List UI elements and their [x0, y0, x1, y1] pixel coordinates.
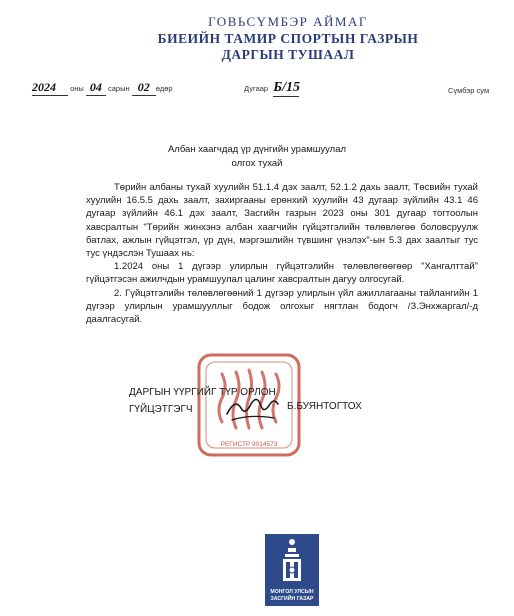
- date-year: 2024: [32, 80, 68, 96]
- document-header: [0, 31, 514, 63]
- logo-text-1: МОНГОЛ УЛСЫН: [270, 589, 314, 595]
- date-line: [32, 80, 173, 96]
- logo-text-2: ЗАСГИЙН ГАЗАР: [270, 596, 314, 602]
- title-line-2: олгох тухай: [231, 158, 283, 169]
- date-year-label: оны: [70, 84, 84, 93]
- signatory-block: [129, 384, 276, 418]
- paragraph-item-1: 1.2024 оны 1 дүгээр улирлын гүйцэтгэлийн төлөвлөгөөгөөр "Хангалттай" гүйцэтгэсэн ажилчдын урамшуулал цалинг хавсралтын дагуу олгосугай.: [86, 261, 478, 286]
- agency-line: ГОВЬСҮМБЭР АЙМАГ: [208, 14, 368, 29]
- paragraph-item-2: 2. Гүйцэтгэлийн төлөвлөгөөний 1 дүгээр улирлын үйл ажиллагааны тайлангийн 1 дүгээр улирлын урамшууллыг бодож олгохыг нягтлан бодогч /З.Энхжаргал/-д даалгасугай.: [86, 287, 478, 326]
- place: Сүмбэр сум: [448, 86, 490, 95]
- date-day: 02: [132, 80, 156, 96]
- date-month: 04: [86, 80, 106, 96]
- title-line-1: Албан хаагчдад үр дүнгийн урамшуулал: [167, 144, 347, 155]
- order-value: Б/15: [273, 80, 300, 95]
- date-day-label: өдөр: [155, 84, 173, 93]
- order-number: [244, 80, 299, 97]
- stamp-text: РЕГИСТР 9014573: [220, 441, 278, 448]
- date-month-label: сарын: [108, 84, 130, 93]
- doc-type: ДАРГЫН ТУШААЛ: [221, 47, 355, 62]
- government-emblem-logo: [265, 534, 319, 606]
- org-name: БИЕИЙН ТАМИР СПОРТЫН ГАЗРЫН: [157, 31, 419, 46]
- signatory-title-2: ГҮЙЦЭТГЭГЧ: [129, 404, 193, 415]
- document-body: [86, 181, 478, 326]
- signatory-name: Б.БУЯНТОГТОХ: [287, 401, 362, 412]
- order-label: Дугаар: [244, 84, 269, 93]
- document-title: [0, 143, 514, 171]
- signatory-title-1: ДАРГЫН ҮҮРГИЙГ ТҮР ОРЛОН: [129, 387, 276, 398]
- paragraph-preamble: Төрийн албаны тухай хуулийн 51.1.4 дэх заалт, 52.1.2 дахь заалт, Төсвийн тухай хуулийн 16.5.5 дахь заалт, захиргааны ерөнхий хуулийн 43 дугаар зүйлийн 43.1 46 дугаар зүйлийн 46.1 дэх заалт, Засгийн газрын 2023 оны 301 дугаар тогтоолын хавсралтын "Төрийн жинхэнэ албан хаагчийн гүйцэтгэлийн төлөвлөгөө боловсруулж батлах, ажлын гүйцэтгэл, үр дүн, мэргэшлийн түвшинг үнэлэх"-ын 5.3 дах заалтыг тус тус үндэслэн Тушаах нь:: [86, 182, 478, 260]
